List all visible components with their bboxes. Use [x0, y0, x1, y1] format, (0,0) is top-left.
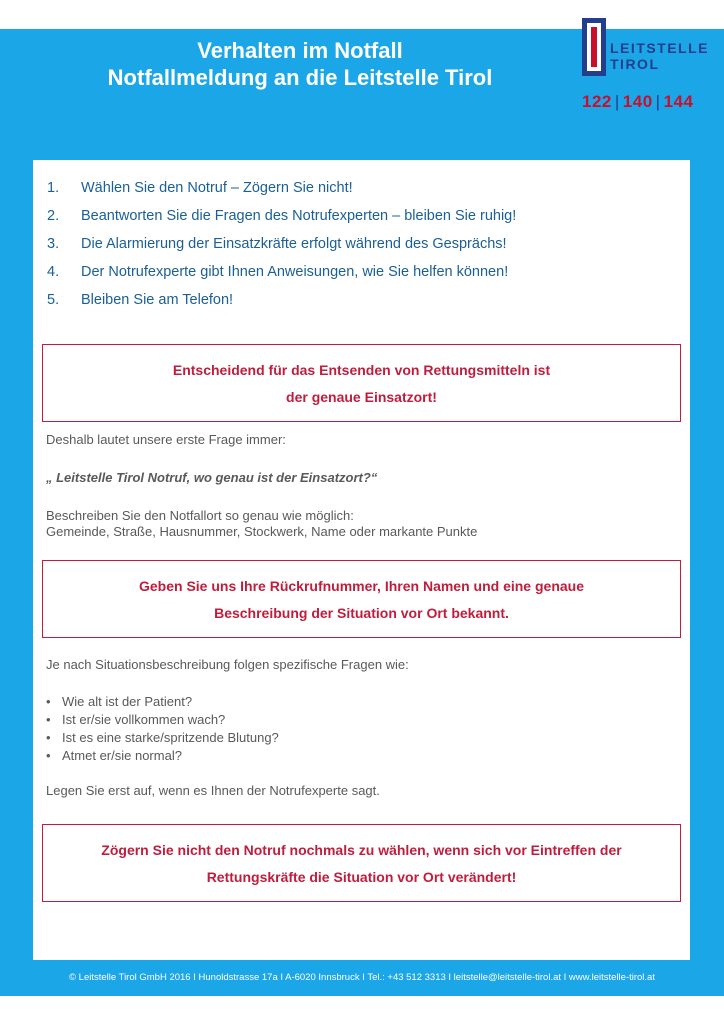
step-text: Bleiben Sie am Telefon!: [81, 292, 234, 308]
questions-list: [46, 693, 279, 765]
steps-list: [47, 179, 667, 319]
step-text: Wählen Sie den Notruf – Zögern Sie nicht!: [81, 180, 353, 196]
logo-numbers: [582, 92, 693, 112]
logo-separator: |: [614, 92, 620, 111]
step-number: 1.: [47, 180, 60, 196]
question-text: Ist er/sie vollkommen wach?: [62, 712, 226, 727]
step-text: Beantworten Sie die Fragen des Notrufexperten – bleiben Sie ruhig!: [81, 208, 517, 224]
logo-separator: |: [655, 92, 661, 111]
describe-line-2: Gemeinde, Straße, Hausnummer, Stockwerk, Name oder markante Punkte: [46, 524, 478, 539]
alert-box-location: [42, 344, 681, 422]
list-item: [46, 711, 279, 729]
step-number: 5.: [47, 292, 60, 308]
bullet: •: [46, 748, 51, 763]
question-text: Atmet er/sie normal?: [62, 748, 182, 763]
title-line-2: Notfallmeldung an die Leitstelle Tirol: [107, 65, 493, 90]
operator-quote: „ Leitstelle Tirol Notruf, wo genau ist der Einsatzort?“: [46, 470, 378, 485]
logo-number-140: 140: [622, 92, 653, 111]
alert-box-callback: [42, 560, 681, 638]
list-item: [46, 747, 279, 765]
step-item: [47, 263, 667, 291]
step-text: Der Notrufexperte gibt Ihnen Anweisungen, wie Sie helfen können!: [81, 264, 509, 280]
step-item: [47, 291, 667, 319]
step-number: 3.: [47, 236, 60, 252]
step-text: Die Alarmierung der Einsatzkräfte erfolgt während des Gesprächs!: [81, 236, 507, 252]
logo-word-line-2: TIROL: [610, 56, 660, 72]
logo-word-line-1: LEITSTELLE: [610, 40, 709, 56]
page-title: [40, 37, 560, 91]
alert-line-2: Beschreibung der Situation vor Ort bekannt.: [214, 605, 509, 621]
step-item: [47, 207, 667, 235]
step-number: 2.: [47, 208, 60, 224]
logo-number-122: 122: [582, 92, 612, 111]
logo-wordmark: [610, 40, 709, 72]
bullet: •: [46, 730, 51, 745]
question-text: Ist es eine starke/spritzende Blutung?: [62, 730, 279, 745]
step-item: [47, 179, 667, 207]
hangup-note: Legen Sie erst auf, wenn es Ihnen der Notrufexperte sagt.: [46, 783, 380, 798]
alert-line-1: Zögern Sie nicht den Notruf nochmals zu wählen, wenn sich vor Eintreffen der: [101, 842, 622, 858]
alert-line-1: Geben Sie uns Ihre Rückrufnummer, Ihren Namen und eine genaue: [139, 578, 584, 594]
step-item: [47, 235, 667, 263]
content-card: [33, 160, 690, 960]
footer-contact: © Leitstelle Tirol GmbH 2016 I Hunoldstrasse 17a I A-6020 Innsbruck I Tel.: +43 512 3313 I leitstelle@leitstelle-tirol.at I www.leitstelle-tirol.at: [69, 972, 655, 983]
title-line-1: Verhalten im Notfall: [197, 38, 403, 63]
alert-line-1: Entscheidend für das Entsenden von Rettungsmitteln ist: [172, 362, 551, 378]
step-number: 4.: [47, 264, 60, 280]
describe-line-1: Beschreiben Sie den Notfallort so genau wie möglich:: [46, 508, 354, 523]
intro-question: Deshalb lautet unsere erste Frage immer:: [46, 432, 286, 447]
alert-line-2: Rettungskräfte die Situation vor Ort verändert!: [206, 869, 517, 885]
followup-intro: Je nach Situationsbeschreibung folgen spezifische Fragen wie:: [46, 657, 409, 672]
leitstelle-logo: [582, 18, 707, 130]
alert-box-redial: [42, 824, 681, 902]
list-item: [46, 729, 279, 747]
logo-mark-icon: [582, 18, 606, 76]
question-text: Wie alt ist der Patient?: [62, 694, 193, 709]
list-item: [46, 693, 279, 711]
bullet: •: [46, 694, 51, 709]
bullet: •: [46, 712, 51, 727]
logo-number-144: 144: [663, 92, 694, 111]
alert-line-2: der genaue Einsatzort!: [286, 389, 437, 405]
